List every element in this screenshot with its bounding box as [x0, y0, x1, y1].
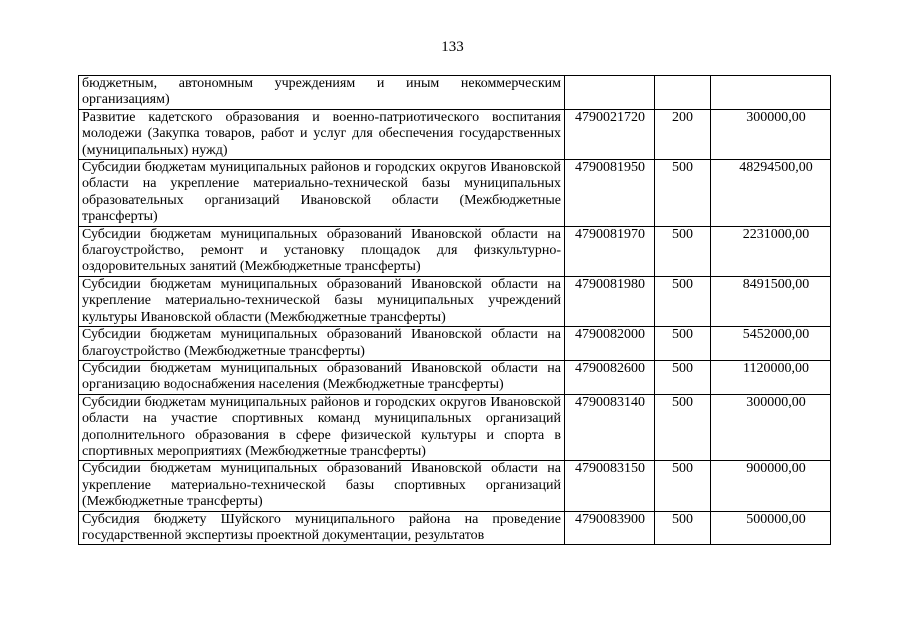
- row-amount: [711, 76, 831, 110]
- row-description: Субсидия бюджету Шуйского муниципального района на проведение государственной экспертизы проектной документации, результатов: [79, 511, 565, 545]
- row-description: Субсидии бюджетам муниципальных образований Ивановской области на благоустройство, ремонт и установку площадок для физкультурно-оздоровительных занятий (Межбюджетные трансферты): [79, 226, 565, 276]
- table-row: [79, 394, 831, 461]
- row-target-code: 4790083140: [565, 394, 655, 461]
- row-expense-type: 500: [655, 360, 711, 394]
- row-amount: 48294500,00: [711, 160, 831, 227]
- row-description: бюджетным, автономным учреждениям и иным некоммерческим организациям): [79, 76, 565, 110]
- row-amount: 500000,00: [711, 511, 831, 545]
- table-row: [79, 511, 831, 545]
- row-expense-type: 200: [655, 109, 711, 159]
- table-row: [79, 327, 831, 361]
- row-target-code: 4790081950: [565, 160, 655, 227]
- row-description: Субсидии бюджетам муниципальных районов и городских округов Ивановской области на укрепление материально-технической базы муниципальных образовательных организаций Ивановской области (Межбюджетные трансферты): [79, 160, 565, 227]
- row-expense-type: 500: [655, 226, 711, 276]
- row-amount: 8491500,00: [711, 276, 831, 326]
- table-row: [79, 109, 831, 159]
- row-target-code: 4790082600: [565, 360, 655, 394]
- row-target-code: [565, 76, 655, 110]
- table-row: [79, 160, 831, 227]
- row-expense-type: 500: [655, 276, 711, 326]
- row-expense-type: 500: [655, 511, 711, 545]
- row-amount: 5452000,00: [711, 327, 831, 361]
- row-expense-type: 500: [655, 160, 711, 227]
- row-description: Субсидии бюджетам муниципальных образований Ивановской области на укрепление материально-технической базы спортивных организаций (Межбюджетные трансферты): [79, 461, 565, 511]
- page-number: 133: [441, 39, 464, 55]
- row-description: Субсидии бюджетам муниципальных образований Ивановской области на благоустройство (Межбюджетные трансферты): [79, 327, 565, 361]
- table-row: [79, 276, 831, 326]
- budget-table: [78, 75, 831, 545]
- row-target-code: 4790082000: [565, 327, 655, 361]
- table-row: [79, 461, 831, 511]
- row-target-code: 4790083150: [565, 461, 655, 511]
- row-description: Субсидии бюджетам муниципальных районов и городских округов Ивановской области на участие спортивных команд муниципальных организаций дополнительного образования в сфере физической культуры и спорта в спортивных мероприятиях (Межбюджетные трансферты): [79, 394, 565, 461]
- row-target-code: 4790081980: [565, 276, 655, 326]
- row-description: Субсидии бюджетам муниципальных образований Ивановской области на укрепление материально-технической базы муниципальных учреждений культуры Ивановской области (Межбюджетные трансферты): [79, 276, 565, 326]
- row-description: Развитие кадетского образования и военно-патриотического воспитания молодежи (Закупка товаров, работ и услуг для обеспечения государственных (муниципальных) нужд): [79, 109, 565, 159]
- row-expense-type: 500: [655, 327, 711, 361]
- row-target-code: 4790083900: [565, 511, 655, 545]
- row-expense-type: 500: [655, 461, 711, 511]
- row-amount: 300000,00: [711, 109, 831, 159]
- table-row: [79, 360, 831, 394]
- row-amount: 300000,00: [711, 394, 831, 461]
- row-amount: 2231000,00: [711, 226, 831, 276]
- row-expense-type: 500: [655, 394, 711, 461]
- row-amount: 900000,00: [711, 461, 831, 511]
- table-row: [79, 76, 831, 110]
- row-amount: 1120000,00: [711, 360, 831, 394]
- row-expense-type: [655, 76, 711, 110]
- row-target-code: 4790021720: [565, 109, 655, 159]
- row-target-code: 4790081970: [565, 226, 655, 276]
- table-row: [79, 226, 831, 276]
- row-description: Субсидии бюджетам муниципальных образований Ивановской области на организацию водоснабжения населения (Межбюджетные трансферты): [79, 360, 565, 394]
